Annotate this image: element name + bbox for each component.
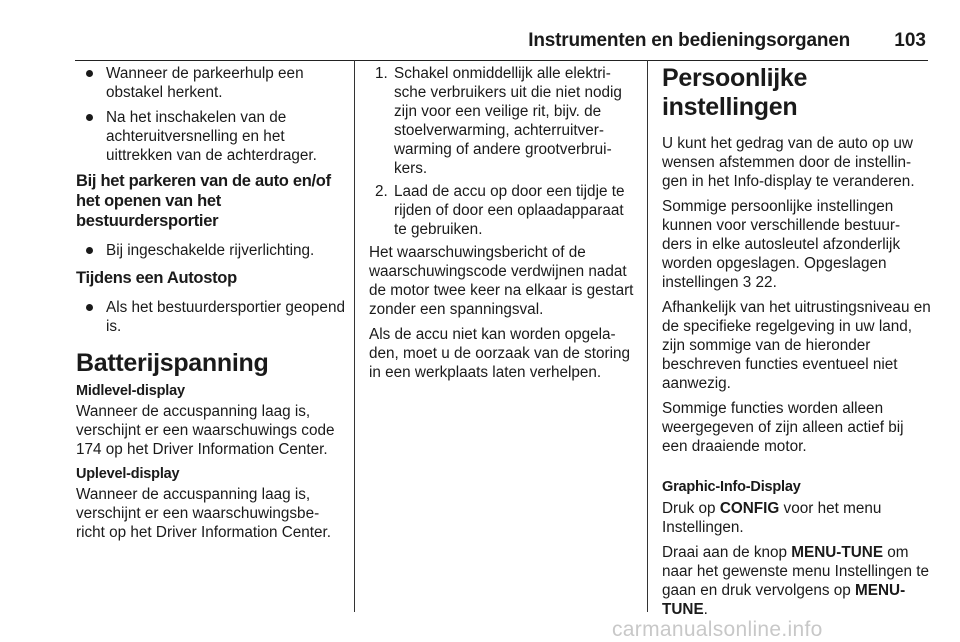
paragraph-text: Sommige persoonlijke instellingen kunnen voor verschillende bestuur‐ ders in elke autosleutel afzonderlijk worden opgeslagen. Opgeslagen instellingen bbox=[662, 198, 901, 291]
column-divider bbox=[647, 60, 648, 612]
bullet-icon bbox=[86, 247, 93, 254]
paragraph bbox=[662, 197, 932, 292]
bullet-icon bbox=[86, 70, 93, 77]
bullet-icon bbox=[86, 114, 93, 121]
list-item bbox=[76, 298, 346, 336]
subheading-autostop: Tijdens een Autostop bbox=[76, 269, 237, 287]
header-rule bbox=[75, 60, 928, 61]
list-item bbox=[76, 64, 346, 102]
column-divider bbox=[354, 60, 355, 612]
list-item-text: Wanneer de parkeerhulp een obstakel herkent. bbox=[106, 65, 304, 101]
list-item bbox=[369, 64, 635, 178]
list-item-text: Na het inschakelen van de achteruitversnelling en het uittrekken van de achterdrager. bbox=[106, 109, 317, 164]
step-number: 1. bbox=[375, 65, 388, 82]
column-1 bbox=[76, 64, 346, 548]
text: Draai aan de knop bbox=[662, 544, 792, 561]
text: om naar het gewenste menu Instellingen te gaan en druk vervolgens op bbox=[662, 544, 930, 599]
paragraph: Afhankelijk van het uitrustingsniveau en de specifieke regelgeving in uw land, zijn sommige van de hieronder beschreven functies eventueel niet aanwezig. bbox=[662, 299, 931, 392]
uplevel-text: Wanneer de accuspanning laag is, verschijnt er een waarschuwingsbe‐ richt op het Driver Information Center. bbox=[76, 486, 332, 541]
section-title-settings: Persoonlijke instellingen bbox=[662, 64, 808, 121]
paragraph: Het waarschuwingsbericht of de waarschuwingscode verdwijnen nadat de motor twee keer na elkaar is gestart zonder een spanningsval. bbox=[369, 244, 634, 318]
column-3 bbox=[662, 64, 932, 625]
list-item bbox=[369, 182, 635, 239]
graphic-info-heading: Graphic-Info-Display bbox=[662, 479, 801, 495]
paragraph: Sommige functies worden alleen weergegeven of zijn alleen actief bij een draaiende motor. bbox=[662, 400, 904, 455]
step-number: 2. bbox=[375, 183, 388, 200]
menu-tune-key: MENU-TUNE bbox=[662, 582, 906, 618]
config-key: CONFIG bbox=[719, 500, 780, 517]
midlevel-text: Wanneer de accuspanning laag is, verschijnt er een waarschuwings code 174 op het Driver Information Center. bbox=[76, 403, 335, 458]
page-reference-link[interactable]: 3 22. bbox=[742, 274, 777, 291]
column-2 bbox=[369, 64, 635, 388]
bullet-list bbox=[76, 241, 346, 260]
step-text: Laad de accu op door een tijdje te rijden of door een oplaadapparaat te gebruiken. bbox=[394, 183, 625, 238]
header-title: Instrumenten en bedieningsorganen bbox=[528, 30, 850, 51]
midlevel-heading: Midlevel-display bbox=[76, 383, 185, 399]
text: Druk op bbox=[662, 500, 720, 517]
paragraph: Als de accu niet kan worden opgela‐ den, moet u de oorzaak van de storing in een werkplaats laten verhelpen. bbox=[369, 326, 631, 381]
paragraph bbox=[662, 543, 932, 619]
list-item-text: Als het bestuurdersportier geopend is. bbox=[106, 299, 345, 335]
numbered-list bbox=[369, 64, 635, 239]
list-item-text: Bij ingeschakelde rijverlichting. bbox=[106, 242, 315, 259]
text: voor het menu Instellingen. bbox=[662, 500, 882, 536]
bullet-list bbox=[76, 64, 346, 165]
bullet-list bbox=[76, 298, 346, 336]
bullet-icon bbox=[86, 304, 93, 311]
paragraph bbox=[662, 499, 932, 537]
section-title-battery: Batterijspanning bbox=[76, 349, 269, 377]
watermark: carmanualsonline.info bbox=[612, 618, 823, 641]
menu-tune-key: MENU-TUNE bbox=[791, 544, 884, 561]
text: . bbox=[703, 601, 708, 618]
list-item bbox=[76, 108, 346, 165]
paragraph: U kunt het gedrag van de auto op uw wensen afstemmen door de instellin‐ gen in het Info-display te veranderen. bbox=[662, 135, 915, 190]
subheading-parking: Bij het parkeren van de auto en/of het openen van het bestuurdersportier bbox=[76, 172, 331, 230]
list-item bbox=[76, 241, 346, 260]
page-number: 103 bbox=[894, 30, 926, 51]
uplevel-heading: Uplevel-display bbox=[76, 466, 180, 482]
page-header bbox=[75, 30, 928, 56]
step-text: Schakel onmiddellijk alle elektri‐ sche verbruikers uit die niet nodig zijn voor een veilige rit, bijv. de stoelverwarming, achterruitver‐ warming of andere grootverbrui‐ kers. bbox=[394, 65, 622, 177]
